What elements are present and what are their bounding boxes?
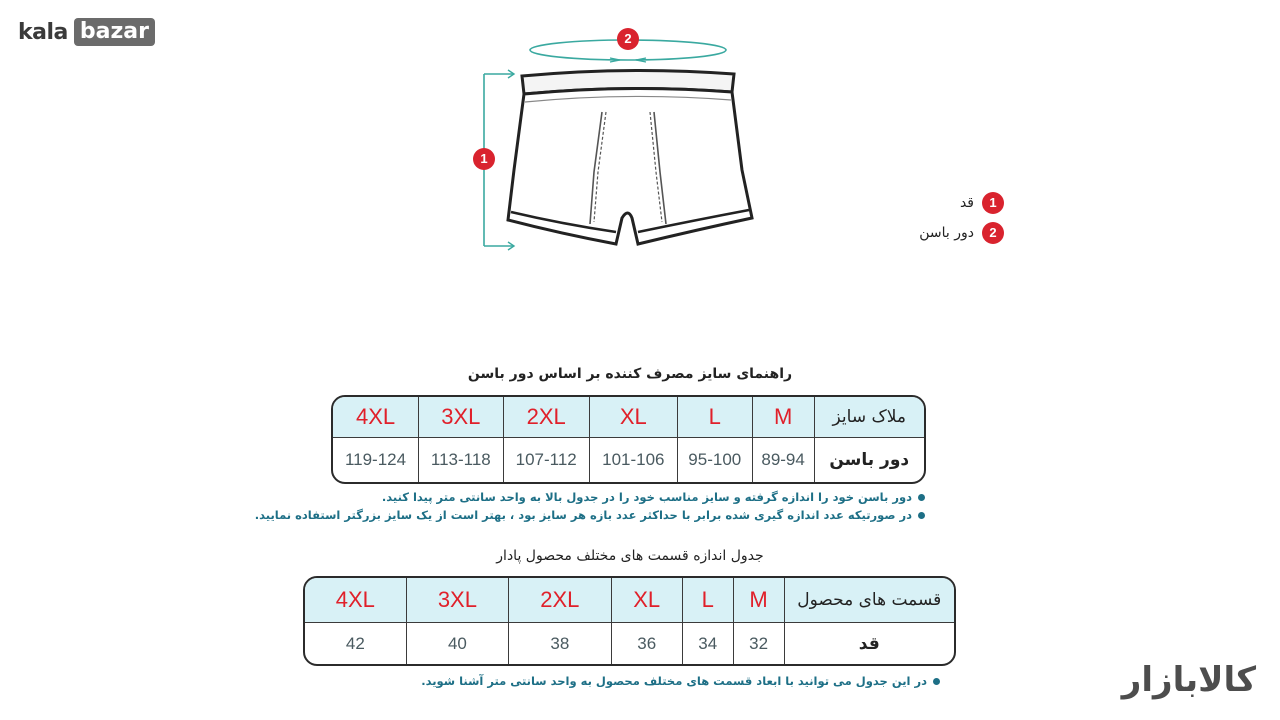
legend-marker-2: 2 bbox=[982, 222, 1004, 244]
brand-logo-bazar: bazar bbox=[74, 18, 155, 46]
size-2xl: 2XL bbox=[503, 397, 589, 438]
hip-value-l: 95-100 bbox=[677, 438, 752, 482]
table1-caption: راهنمای سایز مصرف کننده بر اساس دور باسن bbox=[467, 366, 793, 382]
table2-caption: جدول اندازه قسمت های مختلف محصول پادار bbox=[496, 548, 764, 564]
table1-note-1-text: دور باسن خود را اندازه گرفته و سایز مناسب خود را در جدول بالا به واحد سانتی متر پیدا کنید. bbox=[381, 490, 912, 504]
bullet-icon bbox=[918, 494, 925, 501]
table1-note-2 bbox=[255, 508, 925, 522]
hip-value-m: 89-94 bbox=[752, 438, 814, 482]
bullet-icon bbox=[918, 512, 925, 519]
legend-item-length bbox=[919, 188, 1004, 218]
table2-row-label: قد bbox=[784, 623, 954, 664]
hip-value-4xl: 119-124 bbox=[333, 438, 419, 482]
hip-value-xl: 101-106 bbox=[589, 438, 677, 482]
legend-marker-1: 1 bbox=[982, 192, 1004, 214]
boxer-illustration bbox=[470, 22, 760, 254]
size-2xl: 2XL bbox=[509, 578, 611, 623]
table1-row-label: دور باسن bbox=[814, 438, 924, 482]
legend-label-length: قد bbox=[959, 195, 974, 211]
size-xl: XL bbox=[611, 578, 682, 623]
size-l: L bbox=[682, 578, 733, 623]
diagram-legend bbox=[919, 188, 1004, 248]
table2-note-1-text: در این جدول می توانید با ابعاد قسمت های مختلف محصول به واحد سانتی متر آشنا شوید. bbox=[421, 674, 927, 688]
legend-label-hip: دور باسن bbox=[919, 225, 974, 241]
length-value-l: 34 bbox=[682, 623, 733, 664]
brand-logo-kala: kala bbox=[18, 19, 68, 45]
table2-header-label: قسمت های محصول bbox=[784, 578, 954, 623]
length-value-2xl: 38 bbox=[509, 623, 611, 664]
table2-note-1 bbox=[421, 674, 940, 688]
table1-note-2-text: در صورتیکه عدد اندازه گیری شده برابر با حداکثر عدد بازه هر سایز بود ، بهتر است از یک سایز بزرگتر استفاده نمایید. bbox=[254, 508, 912, 522]
bullet-icon bbox=[933, 678, 940, 685]
size-3xl: 3XL bbox=[406, 578, 508, 623]
table1-header-label: ملاک سایز bbox=[814, 397, 924, 438]
boxer-diagram bbox=[470, 22, 760, 254]
size-xl: XL bbox=[589, 397, 677, 438]
marker-1-length: 1 bbox=[473, 148, 495, 170]
hip-value-2xl: 107-112 bbox=[503, 438, 589, 482]
table1-note-1 bbox=[382, 490, 925, 504]
size-m: M bbox=[752, 397, 814, 438]
length-value-xl: 36 bbox=[611, 623, 682, 664]
length-value-4xl: 42 bbox=[305, 623, 406, 664]
brand-logo bbox=[18, 18, 155, 46]
size-4xl: 4XL bbox=[333, 397, 419, 438]
brand-logo-fa: کالابازار bbox=[1121, 660, 1256, 700]
size-m: M bbox=[733, 578, 784, 623]
product-measure-table bbox=[303, 576, 956, 666]
hip-size-table bbox=[331, 395, 926, 484]
hip-value-3xl: 113-118 bbox=[419, 438, 504, 482]
length-value-3xl: 40 bbox=[406, 623, 508, 664]
size-l: L bbox=[677, 397, 752, 438]
length-value-m: 32 bbox=[733, 623, 784, 664]
size-3xl: 3XL bbox=[419, 397, 504, 438]
marker-2-waist: 2 bbox=[617, 28, 639, 50]
size-4xl: 4XL bbox=[305, 578, 406, 623]
legend-item-hip bbox=[919, 218, 1004, 248]
